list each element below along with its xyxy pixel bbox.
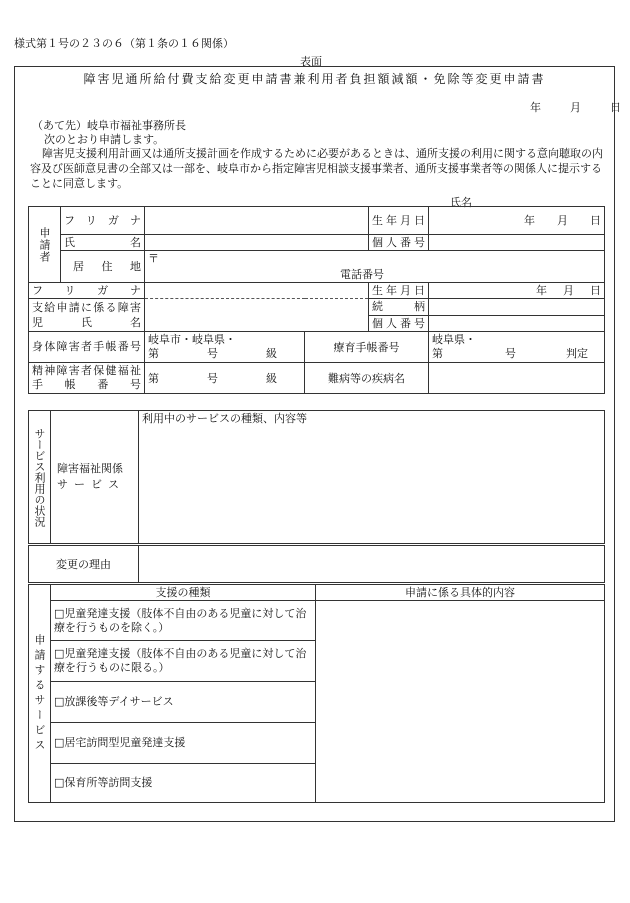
- applicant-birthdate-label: 生年月日: [369, 207, 429, 235]
- applicant-address-label: 居住地: [61, 251, 145, 283]
- side-label: 表面: [300, 55, 322, 68]
- date-year: 年: [530, 101, 541, 114]
- applicant-section-label: 申請者: [29, 207, 61, 283]
- child-birth-year: 年: [536, 284, 547, 297]
- applicant-birth-year: 年: [524, 214, 535, 227]
- child-relationship-field[interactable]: [429, 299, 605, 316]
- rehab-handbook-go: 号: [505, 347, 516, 360]
- service-item-3[interactable]: □放課後等デイサービス: [51, 682, 316, 723]
- applicant-furigana-label: フリガナ: [61, 207, 145, 235]
- form-title: 障害児通所給付費支給変更申請書兼利用者負担額減額・免除等変更申請書: [83, 72, 546, 86]
- physical-handbook-field[interactable]: [145, 332, 305, 363]
- applicant-address-field[interactable]: [145, 251, 605, 283]
- rehab-handbook-label: 療育手帳番号: [305, 332, 429, 363]
- applicant-number-label: 個人番号: [369, 235, 429, 251]
- applicant-birthdate-field[interactable]: [429, 207, 605, 235]
- change-reason-table: [28, 545, 605, 583]
- child-birth-month: 月: [563, 284, 574, 297]
- mental-handbook-grade: 級: [266, 371, 277, 385]
- mental-handbook-go: 号: [207, 371, 218, 385]
- date-month: 月: [570, 101, 581, 114]
- addressee: （あて先）岐阜市福祉事務所長: [32, 119, 186, 132]
- rehab-handbook-issuer: 岐阜県・: [432, 333, 476, 346]
- application-statement: 次のとおり申請します。: [44, 133, 165, 146]
- service-item-1[interactable]: □児童発達支援（肢体不自由のある児童に対して治療を行うものを除く。）: [51, 601, 316, 641]
- change-reason-field[interactable]: [139, 546, 605, 583]
- applicant-name-label: 氏名: [61, 235, 145, 251]
- service-usage-row-label-line1: 障害福祉関係: [57, 462, 123, 475]
- applicant-name-field[interactable]: [145, 235, 369, 251]
- postal-mark: 〒: [148, 252, 159, 265]
- child-furigana-label: フリガナ: [29, 283, 145, 299]
- application-date[interactable]: [530, 99, 621, 115]
- physical-handbook-label: 身体障害者手帳番号: [29, 332, 145, 363]
- service-usage-table: [28, 410, 605, 544]
- consent-statement: 障害児支援利用計画又は通所支援計画を作成するために必要があるときは、通所支援の利用に関する意向聴取の内容及び医師意見書の全部又は一部を、岐阜市から指定障害児相談支援事業者、通所支援事業者等の関係人に提示することに同意します。: [30, 147, 603, 190]
- applicant-birth-month: 月: [557, 214, 568, 227]
- applicant-number-field[interactable]: [429, 235, 605, 251]
- disease-label: 難病等の疾病名: [305, 363, 429, 394]
- phone-label: 電話番号: [340, 268, 384, 281]
- service-item-4[interactable]: □居宅訪問型児童発達支援: [51, 723, 316, 764]
- mental-handbook-label: 精神障害者保健福祉手帳番号: [29, 363, 145, 394]
- child-number-label: 個人番号: [369, 315, 429, 332]
- form-number: 様式第１号の２３の６（第１条の１６関係）: [14, 37, 234, 50]
- specific-detail-field[interactable]: [316, 601, 605, 803]
- physical-handbook-issuer: 岐阜市・岐阜県・: [148, 333, 236, 346]
- service-item-2[interactable]: □児童発達支援（肢体不自由のある児童に対して治療を行うものに限る。）: [51, 641, 316, 682]
- mental-handbook-field[interactable]: [145, 363, 305, 394]
- service-usage-row-label-line2: サービス: [57, 478, 125, 491]
- service-item-5[interactable]: □保育所等訪問支援: [51, 764, 316, 803]
- service-usage-section-label: サービス利用の状況: [29, 411, 51, 544]
- col-support-type: 支援の種類: [51, 585, 316, 601]
- requested-services-section-label: 申請するサービス: [29, 585, 51, 803]
- date-day: 日: [610, 101, 621, 114]
- child-number-field[interactable]: [429, 315, 605, 332]
- child-furigana-field[interactable]: [145, 283, 369, 299]
- child-birthdate-field[interactable]: [429, 283, 605, 299]
- physical-handbook-go: 号: [207, 347, 218, 360]
- child-relationship-label: 続柄: [369, 299, 429, 316]
- physical-handbook-grade: 級: [266, 347, 277, 360]
- child-birthdate-label: 生年月日: [369, 283, 429, 299]
- mental-handbook-no: 第: [148, 371, 159, 385]
- physical-handbook-no: 第: [148, 347, 159, 360]
- col-specific-detail: 申請に係る具体的内容: [316, 585, 605, 601]
- child-name-field[interactable]: [145, 299, 369, 332]
- service-usage-content-label: 利用中のサービスの種類、内容等: [142, 412, 307, 425]
- rehab-handbook-no: 第: [432, 347, 443, 360]
- child-name-label: 支給申請に係る障害児氏名: [29, 299, 145, 332]
- service-usage-row-label: [51, 411, 139, 544]
- disease-field[interactable]: [429, 363, 605, 394]
- applicant-table: [28, 206, 605, 394]
- child-birth-day: 日: [590, 284, 601, 297]
- signature-label: 氏名: [450, 196, 472, 209]
- applicant-birth-day: 日: [590, 214, 601, 227]
- change-reason-label: 変更の理由: [29, 546, 139, 583]
- rehab-handbook-field[interactable]: [429, 332, 605, 363]
- service-usage-content-field[interactable]: [139, 411, 605, 544]
- rehab-handbook-judge: 判定: [566, 347, 588, 360]
- applicant-furigana-field[interactable]: [145, 207, 369, 235]
- requested-services-table: [28, 584, 605, 803]
